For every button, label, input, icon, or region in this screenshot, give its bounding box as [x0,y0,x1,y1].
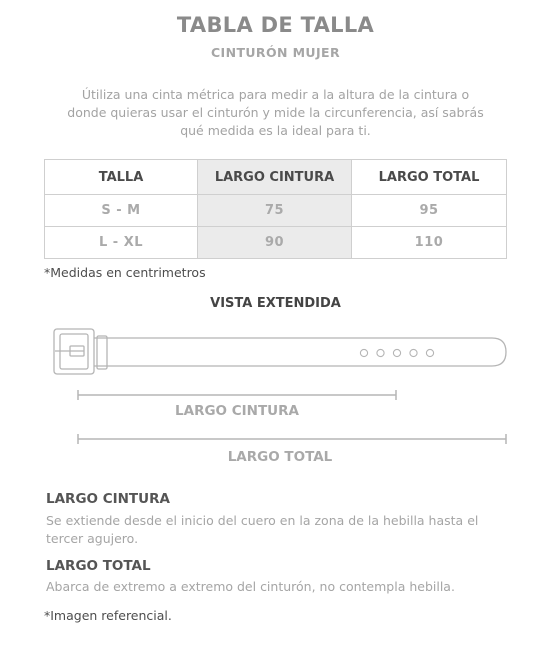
belt-strap [94,338,506,366]
column-header-largo-total: LARGO TOTAL [352,160,507,195]
cell-largo-cintura: 75 [198,195,352,227]
size-table [44,159,507,259]
belt-hole [377,349,384,356]
cell-talla: L - XL [45,227,198,259]
cell-largo-cintura: 90 [198,227,352,259]
waist-measure-line [78,390,396,400]
belt-hole [360,349,367,356]
belt-hole [426,349,433,356]
column-header-talla: TALLA [45,160,198,195]
diagram-title: VISTA EXTENDIDA [210,296,341,311]
table-row [45,227,507,259]
total-measure-line [78,434,506,444]
footnote: *Imagen referencial. [44,608,172,623]
definition-term-waist: LARGO CINTURA [46,491,170,507]
page-subtitle: CINTURÓN MUJER [210,45,341,60]
cell-largo-total: 110 [352,227,507,259]
page-title: TABLA DE TALLA [176,13,375,37]
belt-hole [393,349,400,356]
belt-buckle-icon [54,329,107,374]
table-header-row [45,160,507,195]
intro-text: Útiliza una cinta métrica para medir a la altura de la cintura o donde quieras usar el cinturón y mide la circunferencia, así sabrás qué medida es la ideal para ti. [67,87,484,138]
belt-diagram [0,318,551,448]
definition-term-total: LARGO TOTAL [46,558,151,574]
table-row [45,195,507,227]
cell-largo-total: 95 [352,195,507,227]
belt-holes [360,349,433,356]
definition-text-waist: Se extiende desde el inicio del cuero en la zona de la hebilla hasta el tercer agujero. [46,513,479,546]
measurement-note: *Medidas en centrimetros [44,265,206,280]
column-header-largo-cintura: LARGO CINTURA [198,160,352,195]
cell-talla: S - M [45,195,198,227]
waist-measure-label: LARGO CINTURA [175,403,299,419]
total-measure-label: LARGO TOTAL [227,449,333,465]
belt-hole [410,349,417,356]
definition-text-total: Abarca de extremo a extremo del cinturón, no contempla hebilla. [46,579,455,594]
